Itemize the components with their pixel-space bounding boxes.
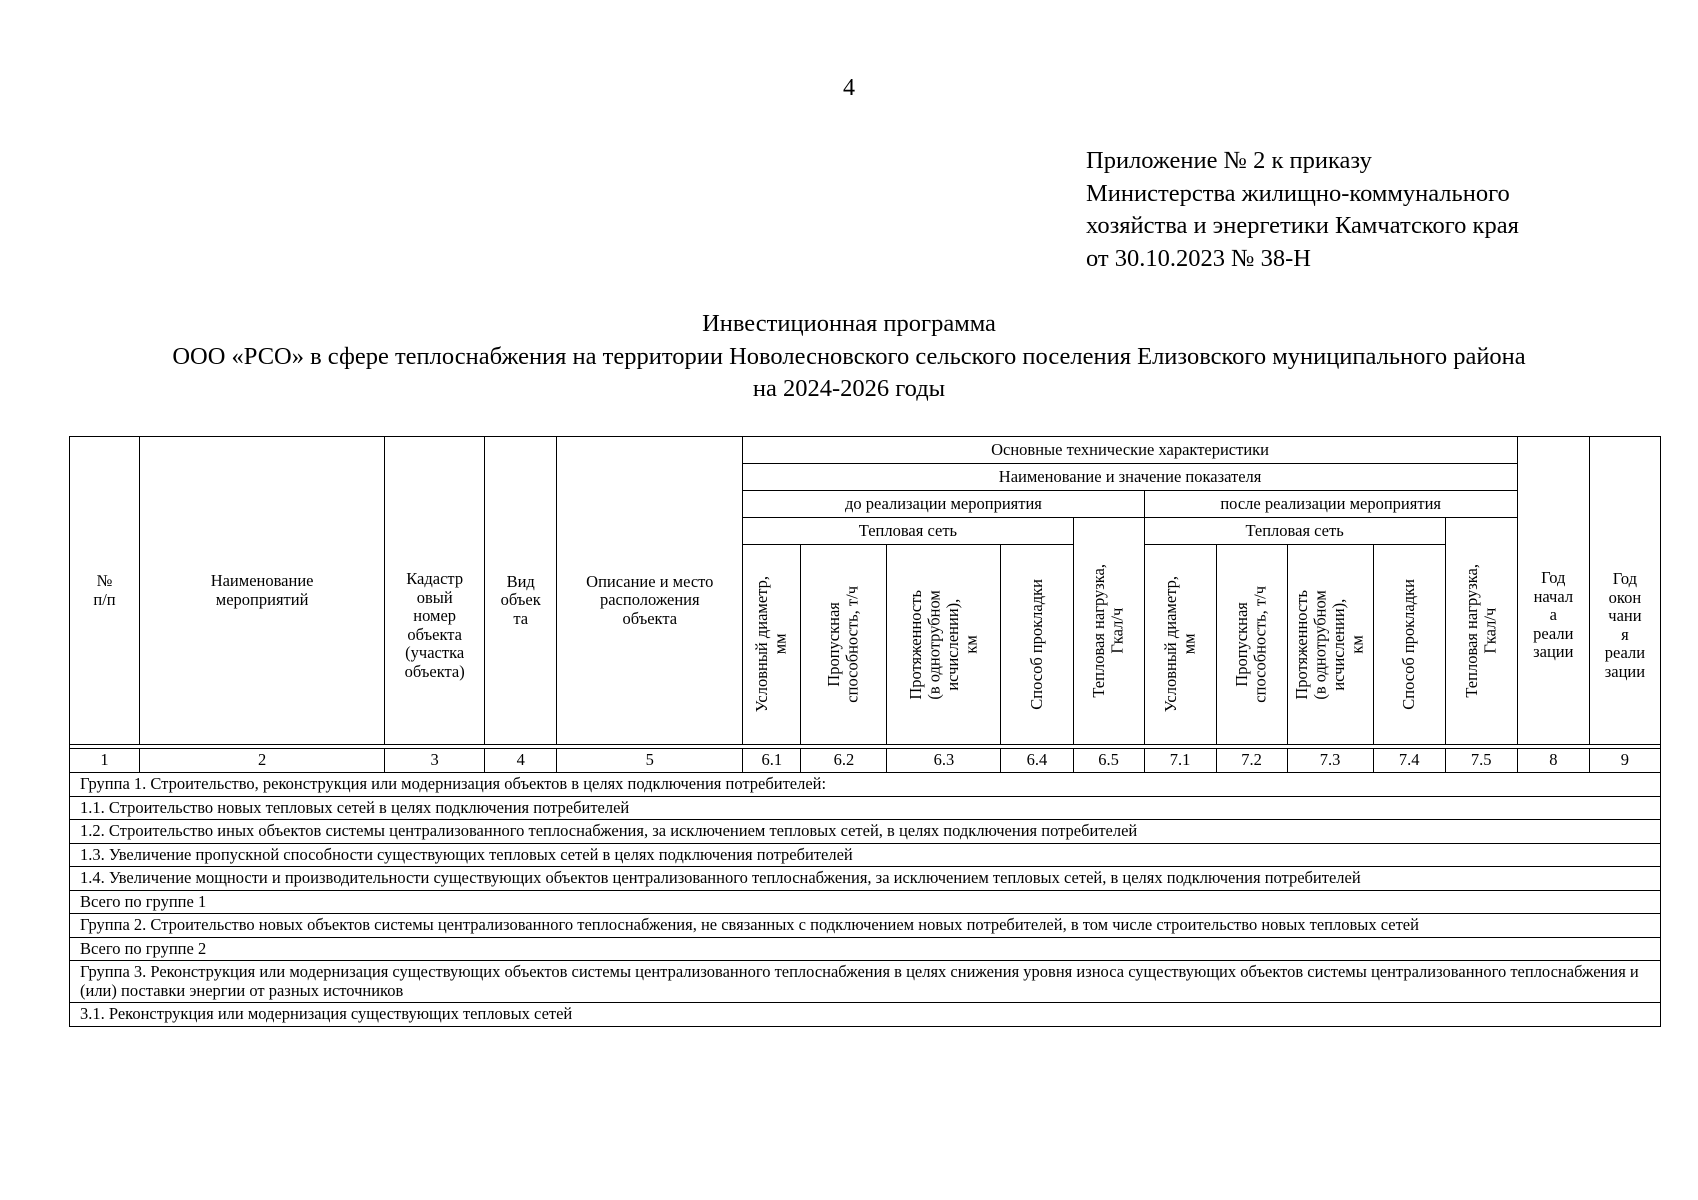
column-number: 6.3 [887, 749, 1001, 773]
column-number: 7.5 [1445, 749, 1517, 773]
header-laying-after: Способ прокладки [1373, 545, 1445, 745]
group-row-text: Группа 1. Строительство, реконструкция или модернизация объектов в целях подключения потребителей: [70, 773, 1661, 797]
appendix-line: Приложение № 2 к приказу [1086, 147, 1372, 174]
header-length-before: Протяженность (в однотрубном исчислении), км [887, 545, 1001, 745]
subgroup-row-text: 1.1. Строительство новых тепловых сетей в целях подключения потребителей [70, 796, 1661, 820]
appendix-line: хозяйства и энергетики Камчатского края [1086, 212, 1519, 239]
header-load-after: Тепловая нагрузка, Гкал/ч [1445, 518, 1517, 745]
header-capacity-after: Пропускная способность, т/ч [1216, 545, 1287, 745]
header-year-end: Год окон чани я реали зации [1589, 437, 1660, 745]
header-cadastral: Кадастр овый номер объекта (участка объекта) [385, 437, 485, 745]
page-number: 4 [843, 75, 855, 101]
column-number: 8 [1517, 749, 1589, 773]
subgroup-row-text: 1.2. Строительство иных объектов системы централизованного теплоснабжения, за исключением тепловых сетей, в целях подключения потребителей [70, 820, 1661, 844]
header-before: до реализации мероприятия [743, 491, 1144, 518]
header-description: Описание и место расположения объекта [557, 437, 743, 745]
title-line: Инвестиционная программа [702, 310, 996, 337]
title-line: ООО «РСО» в сфере теплоснабжения на территории Новолесновского сельского поселения Елизовского муниципального района [172, 342, 1526, 370]
header-kind: Вид объек та [485, 437, 557, 745]
header-load-before: Тепловая нагрузка, Гкал/ч [1073, 518, 1144, 745]
column-number-row [70, 749, 1661, 773]
table-row [70, 890, 1661, 914]
table-row [70, 773, 1661, 797]
document-title [0, 308, 1698, 406]
subgroup-row-text: 3.1. Реконструкция или модернизация существующих тепловых сетей [70, 1003, 1661, 1027]
column-number: 6.4 [1001, 749, 1073, 773]
table-row [70, 796, 1661, 820]
table-row [70, 867, 1661, 891]
column-number: 7.1 [1144, 749, 1216, 773]
column-number: 6.2 [801, 749, 887, 773]
column-number: 2 [140, 749, 385, 773]
header-name: Наименование мероприятий [140, 437, 385, 745]
table-row [70, 843, 1661, 867]
table-row [70, 820, 1661, 844]
header-after: после реализации мероприятия [1144, 491, 1517, 518]
investment-program-table [69, 436, 1661, 1027]
header-indicator: Наименование и значение показателя [743, 464, 1517, 491]
column-number: 7.2 [1216, 749, 1287, 773]
appendix-line: от 30.10.2023 № 38-Н [1086, 244, 1311, 272]
header-network-after: Тепловая сеть [1144, 518, 1445, 545]
column-number: 1 [70, 749, 140, 773]
group-row-text: Группа 3. Реконструкция или модернизация существующих объектов системы централизованного теплоснабжения в целях снижения уровня износа существующих объектов системы централизованного теплоснабжения и (или) поставки энергии от разных источников [70, 961, 1661, 1003]
total-row-text: Всего по группе 1 [70, 890, 1661, 914]
column-number: 3 [385, 749, 485, 773]
header-network-before: Тепловая сеть [743, 518, 1073, 545]
total-row-text: Всего по группе 2 [70, 937, 1661, 961]
header-diameter-before: Условный диаметр, мм [743, 545, 801, 745]
column-number: 4 [485, 749, 557, 773]
subgroup-row-text: 1.3. Увеличение пропускной способности существующих тепловых сетей в целях подключения потребителей [70, 843, 1661, 867]
appendix-reference [1086, 145, 1519, 275]
header-diameter-after: Условный диаметр, мм [1144, 545, 1216, 745]
column-number: 6.1 [743, 749, 801, 773]
column-number: 9 [1589, 749, 1660, 773]
header-laying-before: Способ прокладки [1001, 545, 1073, 745]
table-row [70, 937, 1661, 961]
column-number: 7.3 [1287, 749, 1373, 773]
header-length-after: Протяженность (в однотрубном исчислении), км [1287, 545, 1373, 745]
appendix-line: Министерства жилищно-коммунального [1086, 179, 1510, 207]
column-number: 6.5 [1073, 749, 1144, 773]
header-tech-main: Основные технические характеристики [743, 437, 1517, 464]
header-num: № п/п [70, 437, 140, 745]
column-number: 7.4 [1373, 749, 1445, 773]
header-year-start: Год начал а реали зации [1517, 437, 1589, 745]
table-row [70, 914, 1661, 938]
column-number: 5 [557, 749, 743, 773]
group-row-text: Группа 2. Строительство новых объектов системы централизованного теплоснабжения, не связанных с подключением новых потребителей, в том числе строительство новых тепловых сетей [70, 914, 1661, 938]
header-capacity-before: Пропускная способность, т/ч [801, 545, 887, 745]
table-row [70, 961, 1661, 1003]
title-line: на 2024-2026 годы [752, 375, 946, 402]
subgroup-row-text: 1.4. Увеличение мощности и производительности существующих объектов централизованного теплоснабжения, за исключением тепловых сетей, в целях подключения потребителей [70, 867, 1661, 891]
table-row [70, 1003, 1661, 1027]
